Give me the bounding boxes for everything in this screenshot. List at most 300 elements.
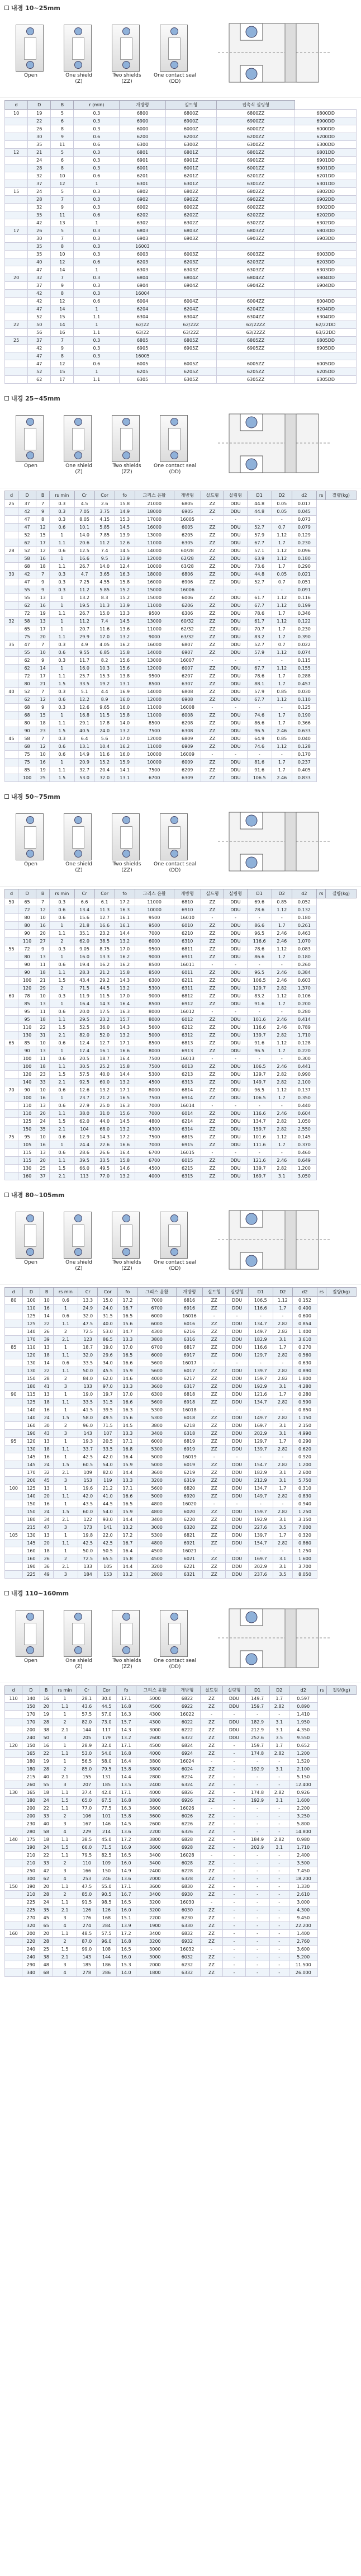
table-row [5,368,357,376]
table-cell: - [245,1961,269,1969]
table-cell: - [272,516,292,524]
table-cell: 26 [28,125,51,133]
column-header: 그리스 윤활 [136,1686,174,1695]
table-cell: 16 [36,555,50,563]
table-cell: 6000 [137,1351,176,1359]
table-cell: 106.5 [249,1297,273,1305]
table-cell: ZZ [200,1922,222,1930]
bearing-drawing [160,813,188,860]
table-cell: 215 [22,1773,40,1781]
table-cell: 73.6 [247,563,272,571]
table-cell: 139.7 [249,1367,273,1375]
column-header: rs min [53,1686,77,1695]
table-cell: ZZ [201,500,224,508]
table-cell: 20 [40,1703,53,1711]
table-cell: 16.5 [118,1351,138,1359]
table-cell: 49 [40,1571,54,1579]
column-header: 개방형 [174,1686,200,1695]
table-cell: 3400 [136,1930,174,1938]
table-cell: 12.4 [115,563,135,571]
table-cell: 68 [40,1969,53,1977]
table-cell: 4.05 [94,641,115,649]
table-cell: 14.3 [94,1133,115,1141]
table-cell [5,610,18,618]
table-cell: 24 [28,157,51,164]
column-header: 실링형 [226,1288,249,1297]
table-cell: 0.6 [50,1102,74,1110]
table-cell: 8000 [135,1016,174,1024]
table-cell: 18000 [135,571,174,578]
table-cell: 6912 [174,1000,201,1008]
table-cell: 145 [22,1539,40,1547]
table-cell: 125 [22,1398,40,1406]
table-cell: 71.5 [74,985,94,992]
table-cell: 6304Z [165,313,216,321]
table-cell: 8 [51,352,74,360]
table-cell: ZZ [201,625,224,633]
table-cell: 11 [36,1055,50,1063]
table-cell: 86.6 [247,922,272,930]
table-cell: 96.0 [78,1422,98,1430]
table-cell: 6920 [176,1492,203,1500]
table-cell: 9 [51,345,74,352]
table-cell: 144 [77,1726,97,1734]
table-cell [5,1718,22,1726]
table-cell: 1.1 [53,1883,77,1891]
table-cell: 33 [40,1812,53,1820]
cross-section-diagram [207,807,341,877]
table-cell: 68 [18,743,36,751]
table-cell: 6003 [120,251,166,258]
column-header: Cr [74,491,94,500]
table-cell: 284 [97,1922,116,1930]
table-cell: 0.633 [292,727,316,735]
column-header: fo [115,491,135,500]
table-cell: 17.1 [116,1883,136,1891]
table-cell: 192.9 [249,1516,273,1524]
table-row [5,1899,357,1906]
table-cell: 6821 [176,1532,203,1539]
bearing-drawing [112,1212,140,1259]
table-cell: 82.5 [97,1852,116,1859]
table-cell: 6211 [174,977,201,985]
table-cell [5,1563,23,1571]
bearing-types [6,808,196,875]
table-cell: 5.1 [74,688,94,696]
table-header-row [5,1288,357,1297]
column-header: 실링형 [224,889,247,898]
table-cell: 100 [18,774,36,782]
table-cell: 129.7 [249,1438,273,1445]
table-row [5,953,357,961]
table-cell: 42.0 [78,1492,98,1500]
table-row [5,672,357,680]
table-cell: 6801Z [165,149,216,157]
table-cell: 42 [28,345,51,352]
table-cell: - [223,1758,245,1765]
table-cell: 2.46 [272,969,292,977]
table-cell: 16018 [176,1406,203,1414]
table-cell: 4000 [136,1750,174,1758]
table-cell: 3.1 [269,1797,289,1805]
table-cell: 1.1 [54,1398,78,1406]
table-cell: 14.0 [74,531,94,539]
table-cell: 6022 [174,1718,200,1726]
table-row [5,329,357,337]
column-header: 개방형 [176,1288,203,1297]
table-cell: 2.82 [272,1071,292,1079]
table-cell: 6000Z [165,125,216,133]
table-cell: DDU [224,1172,247,1180]
table-cell: DDU [224,969,247,977]
table-cell: 44.8 [247,571,272,578]
table-cell: 0.620 [293,1445,317,1453]
table-cell: 95 [18,1133,36,1141]
table-cell: 6902 [120,196,166,204]
table-cell: ZZ [201,1086,224,1094]
table-cell: 7000 [137,1297,176,1305]
table-cell: ZZ [201,1118,224,1125]
table-cell: 65 [18,898,36,906]
table-cell: 6018 [176,1414,203,1422]
table-cell: 2 [53,1765,77,1773]
table-cell [5,680,18,688]
table-cell: 6316 [176,1336,203,1344]
table-cell: 6905 [174,508,201,516]
table-cell: - [223,1765,245,1773]
table-cell: 0.137 [292,1086,316,1094]
table-cell: 35 [28,141,51,149]
table-cell: 73.0 [97,1718,116,1726]
table-cell: 0.6 [50,961,74,969]
table-cell: 2400 [136,1867,174,1875]
table-cell: 9 [36,586,50,594]
table-row [5,1312,357,1320]
table-row [5,1000,357,1008]
table-cell: 8500 [135,1039,174,1047]
ball-icon [170,27,178,35]
table-cell [5,508,18,516]
table-cell: 0.270 [293,1344,317,1351]
table-cell: 0.890 [293,1367,317,1375]
bearing-type-code: (Z) [75,1664,83,1670]
table-cell: 32.0 [94,774,115,782]
table-cell: 2400 [136,1781,174,1789]
table-cell: 9.5 [94,555,115,563]
table-cell: 6303DD [295,266,357,274]
table-cell: 2.46 [272,1063,292,1071]
table-cell: - [247,657,272,665]
table-cell: 2.82 [273,1492,293,1500]
table-cell: 1.5 [50,774,74,782]
table-cell: 16 [40,1305,54,1312]
column-header: r (min) [74,101,120,110]
table-cell [5,1805,22,1812]
table-cell: 6003DD [295,251,357,258]
table-cell: ZZ [200,1797,222,1805]
table-cell: 12.6 [74,1086,94,1094]
table-cell: 2.82 [273,1445,293,1453]
table-cell: 19.0 [78,1391,98,1398]
table-cell: ZZ [200,1961,222,1969]
table-cell: 13.9 [115,602,135,610]
table-cell: 15.3 [115,516,135,524]
table-cell: 6819 [176,1438,203,1445]
table-cell: 3.1 [273,1477,293,1485]
table-cell: 13 [36,1047,50,1055]
table-cell: ZZ [201,930,224,938]
table-cell: 28.1 [77,1695,97,1703]
table-cell: 0.3 [74,117,120,125]
table-cell: 90 [5,1391,23,1398]
table-row [5,547,357,555]
table-cell: - [201,1055,224,1063]
table-cell [5,766,18,774]
table-cell: 2.1 [53,1773,77,1781]
table-cell: - [201,1149,224,1157]
table-cell: - [272,914,292,922]
table-cell: 7.25 [74,578,94,586]
table-cell: - [223,1852,245,1859]
table-cell: DDU [224,1024,247,1032]
table-cell: DDU [226,1477,249,1485]
column-header: D [18,491,36,500]
table-cell: 6004 [120,298,166,305]
table-cell: 6317 [176,1383,203,1391]
table-cell: 4 [53,1828,77,1836]
section-title-text: 내경 110~160mm [11,1590,69,1597]
bore-shape [120,428,132,450]
table-row [5,1453,357,1461]
table-cell: 1 [54,1547,78,1555]
table-cell: ZZ [201,1063,224,1071]
table-cell: 6914 [174,1094,201,1102]
table-cell: 22 [40,1320,54,1328]
table-cell: 53.0 [98,1328,118,1336]
table-cell: - [223,1836,245,1844]
table-cell: 4.9 [74,641,94,649]
column-header: D2 [272,889,292,898]
table-cell: 0.600 [293,1312,317,1320]
bearing-type-name: One contact seal [154,73,196,78]
table-cell: 0.3 [74,227,120,235]
table-cell: 27 [36,938,50,945]
table-cell: 83.2 [247,992,272,1000]
table-cell: 7500 [135,1133,174,1141]
table-row [5,516,357,524]
table-cell: 3.75 [94,508,115,516]
table-cell: 82.0 [77,1718,97,1726]
spec-table [4,889,357,1180]
table-cell: 57.9 [247,649,272,657]
table-cell: 42 [40,1867,53,1875]
table-cell [5,1891,22,1899]
table-cell: 16.3 [116,1711,136,1718]
column-header: B [40,1686,53,1695]
table-cell: 130 [22,1359,40,1367]
table-cell: 16.8 [116,1750,136,1758]
column-header: B [40,1288,54,1297]
table-cell [5,1422,23,1430]
table-cell: 0.190 [292,712,316,719]
table-cell [5,1469,23,1477]
table-row [5,1157,357,1165]
table-cell: 0.350 [292,1094,316,1102]
table-row [5,743,357,751]
bearing-type-label [102,861,152,874]
table-cell: - [269,1875,289,1883]
table-cell: 6021 [176,1555,203,1563]
table-cell: 6005DD [295,360,357,368]
table-cell: 175 [22,1836,40,1844]
table-cell: 129.7 [247,985,272,992]
table-cell: 5300 [135,985,174,992]
table-cell: 111.6 [247,1141,272,1149]
table-cell: 150 [5,1883,22,1891]
table-cell: 0.260 [292,961,316,969]
table-cell: 22 [5,321,28,329]
column-header: d2 [293,1288,317,1297]
spec-table [4,100,357,384]
table-cell: 7 [51,274,74,282]
table-cell: 1.5 [53,1797,77,1805]
bearing-drawing [64,1212,92,1259]
table-cell [5,345,28,352]
column-header: B [36,491,50,500]
table-cell: 6200DD [295,133,357,141]
bearing-type-name: One contact seal [154,1260,196,1265]
table-cell: 1.1 [50,1110,74,1118]
table-cell: 0.155 [292,665,316,672]
table-cell: 38.5 [94,938,115,945]
table-row [5,735,357,743]
table-cell: 110 [18,1102,36,1110]
table-cell: 15.6 [118,1414,138,1422]
table-cell: 21.8 [74,922,94,930]
table-cell: 2.100 [289,1765,317,1773]
table-cell: 0.3 [74,204,120,211]
table-cell: 1.12 [272,945,292,953]
table-row [5,1367,357,1375]
table-cell: 0.290 [292,563,316,571]
bearing-diagrams [0,1599,361,1683]
table-cell: - [201,914,224,922]
table-cell [5,774,18,782]
column-header: fo [118,1288,138,1297]
ball-icon [122,27,130,35]
table-cell: 12 [51,298,74,305]
table-cell: 1.1 [50,672,74,680]
table-cell: 6.6 [74,898,94,906]
ball-icon [170,816,178,824]
table-cell: 34 [40,1516,54,1524]
table-cell: 1.7 [272,625,292,633]
table-cell [5,1867,22,1875]
table-row [5,298,357,305]
table-cell: 41.0 [98,1492,118,1500]
table-cell: 50 [40,1734,53,1742]
table-cell: 6918 [176,1398,203,1406]
table-row [5,539,357,547]
bearing-type-code: (ZZ) [121,1266,132,1271]
ball-icon [74,27,82,35]
table-cell [5,1328,23,1336]
table-row [5,696,357,704]
table-cell: 6804DD [295,274,357,282]
table-cell: 16.5 [118,1500,138,1508]
table-cell: 57.1 [247,547,272,555]
bearing-type-code: (ZZ) [121,868,132,873]
table-cell: 58 [18,555,36,563]
table-cell: 16 [36,602,50,610]
table-cell: 6032 [174,1953,200,1961]
table-cell: 6000 [137,1320,176,1328]
table-cell: 32 [28,274,51,282]
table-cell: 5300 [137,1406,176,1414]
table-cell: 214 [97,1828,116,1836]
table-cell: 1.1 [74,313,120,321]
table-row [5,1805,357,1812]
table-cell: 0.3 [50,571,74,578]
table-cell: 1.050 [292,1118,316,1125]
table-cell: 0.200 [292,1000,316,1008]
table-cell [5,196,28,204]
table-cell: ZZ [201,547,224,555]
table-cell: 23.2 [94,930,115,938]
table-cell: 6000 [137,1312,176,1320]
table-row [5,1445,357,1453]
table-cell: 8000 [135,1008,174,1016]
table-cell: 1.600 [293,1555,317,1563]
table-cell: 8 [51,243,74,251]
bore-shape [120,37,132,60]
table-cell: 6206 [174,602,201,610]
table-cell: 6306 [174,610,201,618]
table-cell: 12 [51,360,74,368]
table-cell: 40 [40,1820,53,1828]
table-cell: 2.610 [289,1891,317,1899]
table-cell: ZZ [200,1703,222,1711]
table-cell: 120 [18,1071,36,1079]
table-cell: 47 [18,516,36,524]
table-cell: 7.4 [94,547,115,555]
table-cell: 6322 [174,1734,200,1742]
table-cell: 110 [18,1024,36,1032]
column-header: 질량(kg) [326,1288,357,1297]
table-cell: 3400 [137,1516,176,1524]
table-cell: 6004DD [295,298,357,305]
table-cell: 10 [51,251,74,258]
table-cell: 14.0 [116,1969,136,1977]
table-cell [5,1149,18,1157]
table-cell: ZZ [203,1422,226,1430]
ball-icon [170,1214,178,1222]
table-cell: 0.3 [50,500,74,508]
table-cell: 170 [22,1336,40,1344]
table-cell: 6209 [174,766,201,774]
table-cell: ZZ [203,1430,226,1438]
table-cell: 0.630 [293,1359,317,1367]
table-cell: 16.3 [115,1102,135,1110]
table-cell: 8.3 [94,594,115,602]
table-cell: 21000 [135,500,174,508]
table-cell: 1.5 [50,727,74,735]
column-header: D1 [247,491,272,500]
table-cell [5,1922,22,1930]
table-cell: 43 [40,1430,54,1438]
table-cell: 0.320 [293,1532,317,1539]
section-title-text: 내경 50~75mm [11,793,60,800]
